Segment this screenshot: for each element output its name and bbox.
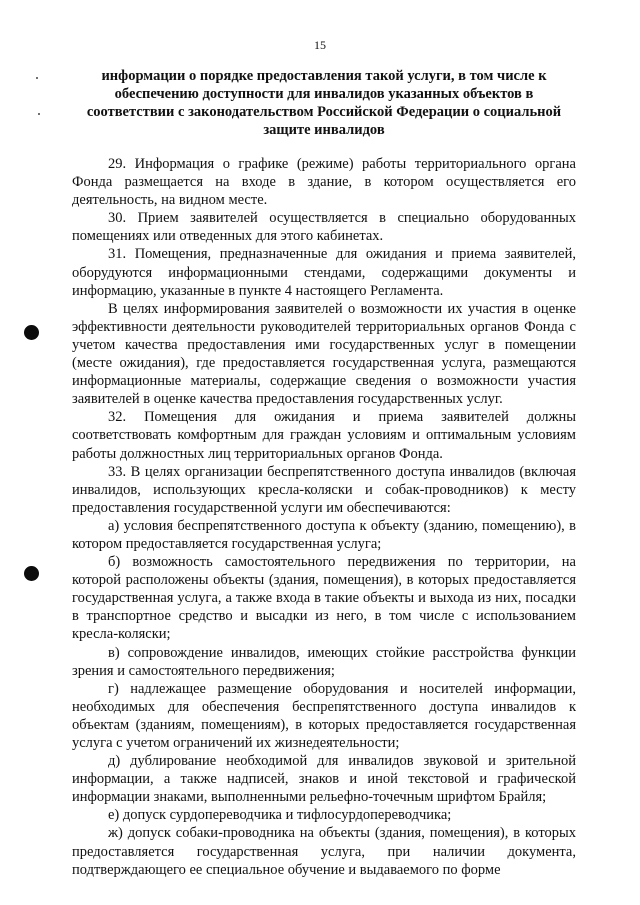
list-item-d: д) дублирование необходимой для инвалидов звуковой и зрительной информации, а также надписей, знаков и иной текстовой и графической информации знаками, выполненными рельефно-точечным шрифтом Брайля; — [72, 753, 576, 806]
paragraph-29: 29. Информация о графике (режиме) работы территориального органа Фонда размещается на входе в здание, в котором осуществляется его деятельность, на видном месте. — [72, 156, 576, 209]
paragraph-33: 33. В целях организации беспрепятственного доступа инвалидов (включая инвалидов, использующих кресла-коляски и собак-проводников) к месту предоставления государственной услуги им обеспечиваются: — [72, 463, 576, 516]
paragraph-32: 32. Помещения для ожидания и приема заявителей должны соответствовать комфортным для граждан условиям и оптимальным условиям работы должностных лиц территориальных органов Фонда. — [72, 409, 576, 462]
paragraph-31: 31. Помещения, предназначенные для ожидания и приема заявителей, оборудуются информационными стендами, содержащими документы и информацию, указанные в пункте 4 настоящего Регламента. — [72, 246, 576, 299]
punch-hole-bottom — [24, 566, 39, 581]
list-item-zh: ж) допуск собаки-проводника на объекты (здания, помещения), в которых предоставляется государственная услуга, при наличии документа, подтверждающего ее специальное обучение и выдаваемого по форме — [72, 825, 576, 878]
list-item-v: в) сопровождение инвалидов, имеющих стойкие расстройства функции зрения и самостоятельного передвижения; — [72, 644, 576, 679]
paragraph-30: 30. Прием заявителей осуществляется в специально оборудованных помещениях или отведенных для этого кабинетах. — [72, 210, 576, 245]
scan-speck — [38, 113, 40, 115]
list-item-g: г) надлежащее размещение оборудования и носителей информации, необходимых для обеспечения беспрепятственного доступа инвалидов к объектам (зданиям, помещениям), в которых предоставляется государственная услуга с учетом ограничений их жизнедеятельности; — [72, 680, 576, 751]
list-item-a: а) условия беспрепятственного доступа к объекту (зданию, помещению), в котором предоставляется государственная услуга; — [72, 517, 576, 552]
punch-hole-top — [24, 325, 39, 340]
list-item-b: б) возможность самостоятельного передвижения по территории, на которой расположены объекты (здания, помещения), в которых предоставляется государственная услуга, а также входа в такие объекты и выхода из них, посадки в транспортное средство и высадки из него, в том числе с использованием кресла-коляски; — [72, 554, 576, 643]
paragraph-31-continued: В целях информирования заявителей о возможности их участия в оценке эффективности деятельности руководителей территориальных органов Фонда с учетом качества предоставления ими государственных услуг в помещении (месте ожидания), где предоставляется государственная услуга, размещаются информационные материалы, содержащие сведения о возможности участия заявителей в оценке качества предоставления государственных услуг. — [72, 300, 576, 408]
list-item-e: е) допуск сурдопереводчика и тифлосурдопереводчика; — [108, 807, 452, 824]
document-body — [72, 155, 576, 879]
scan-speck — [36, 77, 38, 79]
section-heading: информации о порядке предоставления такой услуги, в том числе к обеспечению доступности для инвалидов указанных объектов в соответствии с законодательством Российской Федерации о социальной защите инвалидов — [86, 68, 562, 138]
page-number: 15 — [314, 38, 326, 52]
